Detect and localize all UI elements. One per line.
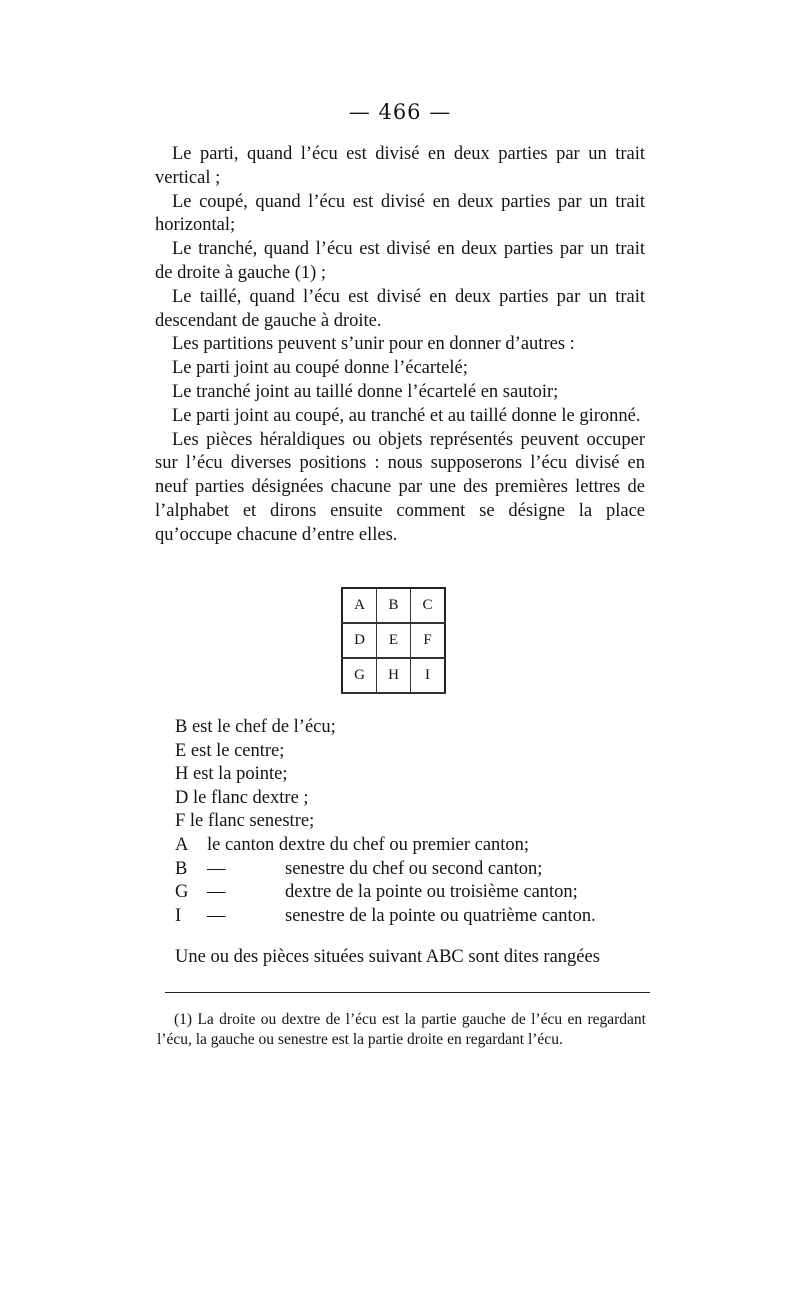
closing-line: Une ou des pièces situées suivant ABC sont dites rangées <box>175 947 600 967</box>
canton-dash: — <box>207 882 226 903</box>
grid-row <box>342 658 445 693</box>
canton-letter: I <box>175 905 182 926</box>
paragraph: Le tranché, quand l’écu est divisé en deux parties par un trait de droite à gauche (1) ; <box>155 239 645 283</box>
canton-letter: B <box>175 858 188 879</box>
shield-grid <box>341 587 446 694</box>
canton-dash: — <box>207 858 226 879</box>
main-text <box>155 143 645 548</box>
list-item: H est la pointe; <box>175 764 288 785</box>
canton-item <box>175 881 655 905</box>
grid-row <box>342 623 445 658</box>
list-item: B est le chef de l’écu; <box>175 717 336 737</box>
grid-cell: G <box>342 658 377 693</box>
paragraph: Le tranché joint au taillé donne l’écartelé en sautoir; <box>172 381 559 402</box>
footnote-rule <box>165 992 650 993</box>
grid-cell: I <box>411 658 446 693</box>
grid-cell: H <box>377 658 411 693</box>
paragraph: Le parti joint au coupé, au tranché et au taillé donne le gironné. <box>172 405 641 426</box>
page-number: — 466 — <box>348 100 452 124</box>
grid-cell: D <box>342 623 377 658</box>
canton-text: senestre du chef ou second canton; <box>285 858 543 879</box>
paragraph: Le coupé, quand l’écu est divisé en deux parties par un trait horizontal; <box>155 191 645 236</box>
paragraph: Les partitions peuvent s’unir pour en donner d’autres : <box>172 334 575 355</box>
grid-cell: E <box>377 623 411 658</box>
paragraph: Le taillé, quand l’écu est divisé en deux parties par un trait descendant de gauche à droite. <box>155 286 645 331</box>
position-list <box>175 716 655 928</box>
canton-item <box>175 858 655 882</box>
canton-text: senestre de la pointe ou quatrième canton. <box>285 905 596 926</box>
paragraph: Les pièces héraldiques ou objets représentés peuvent occuper sur l’écu diverses positions : nous supposerons l’écu divisé en neuf parties désignées chacune par une des premières lettres de l’alphabet et dirons ensuite comment se désigne la place qu’occupe chacune d’entre elles. <box>155 429 645 545</box>
grid-row <box>342 588 445 623</box>
footnote <box>157 1010 646 1049</box>
paragraph: Le parti joint au coupé donne l’écartelé; <box>172 358 468 379</box>
grid-table <box>341 587 446 694</box>
canton-text: dextre de la pointe ou troisième canton; <box>285 882 578 903</box>
list-item: E est le centre; <box>175 740 285 761</box>
grid-cell: B <box>377 588 411 623</box>
canton-letter: G <box>175 882 189 903</box>
list-item: D le flanc dextre ; <box>175 787 309 808</box>
canton-letter: A <box>175 834 189 855</box>
canton-item <box>175 834 655 858</box>
list-item: F le flanc senestre; <box>175 811 315 832</box>
grid-cell: A <box>342 588 377 623</box>
grid-cell: C <box>411 588 446 623</box>
footnote-text: (1) La droite ou dextre de l’écu est la partie gauche de l’écu en regardant l’écu, la gauche ou senestre est la partie droite en regardant l’écu. <box>157 1011 646 1048</box>
canton-item <box>175 905 655 929</box>
canton-dash: — <box>207 905 226 926</box>
canton-text: le canton dextre du chef ou premier canton; <box>207 834 530 855</box>
grid-cell: F <box>411 623 446 658</box>
paragraph: Le parti, quand l’écu est divisé en deux parties par un trait vertical ; <box>155 144 645 188</box>
